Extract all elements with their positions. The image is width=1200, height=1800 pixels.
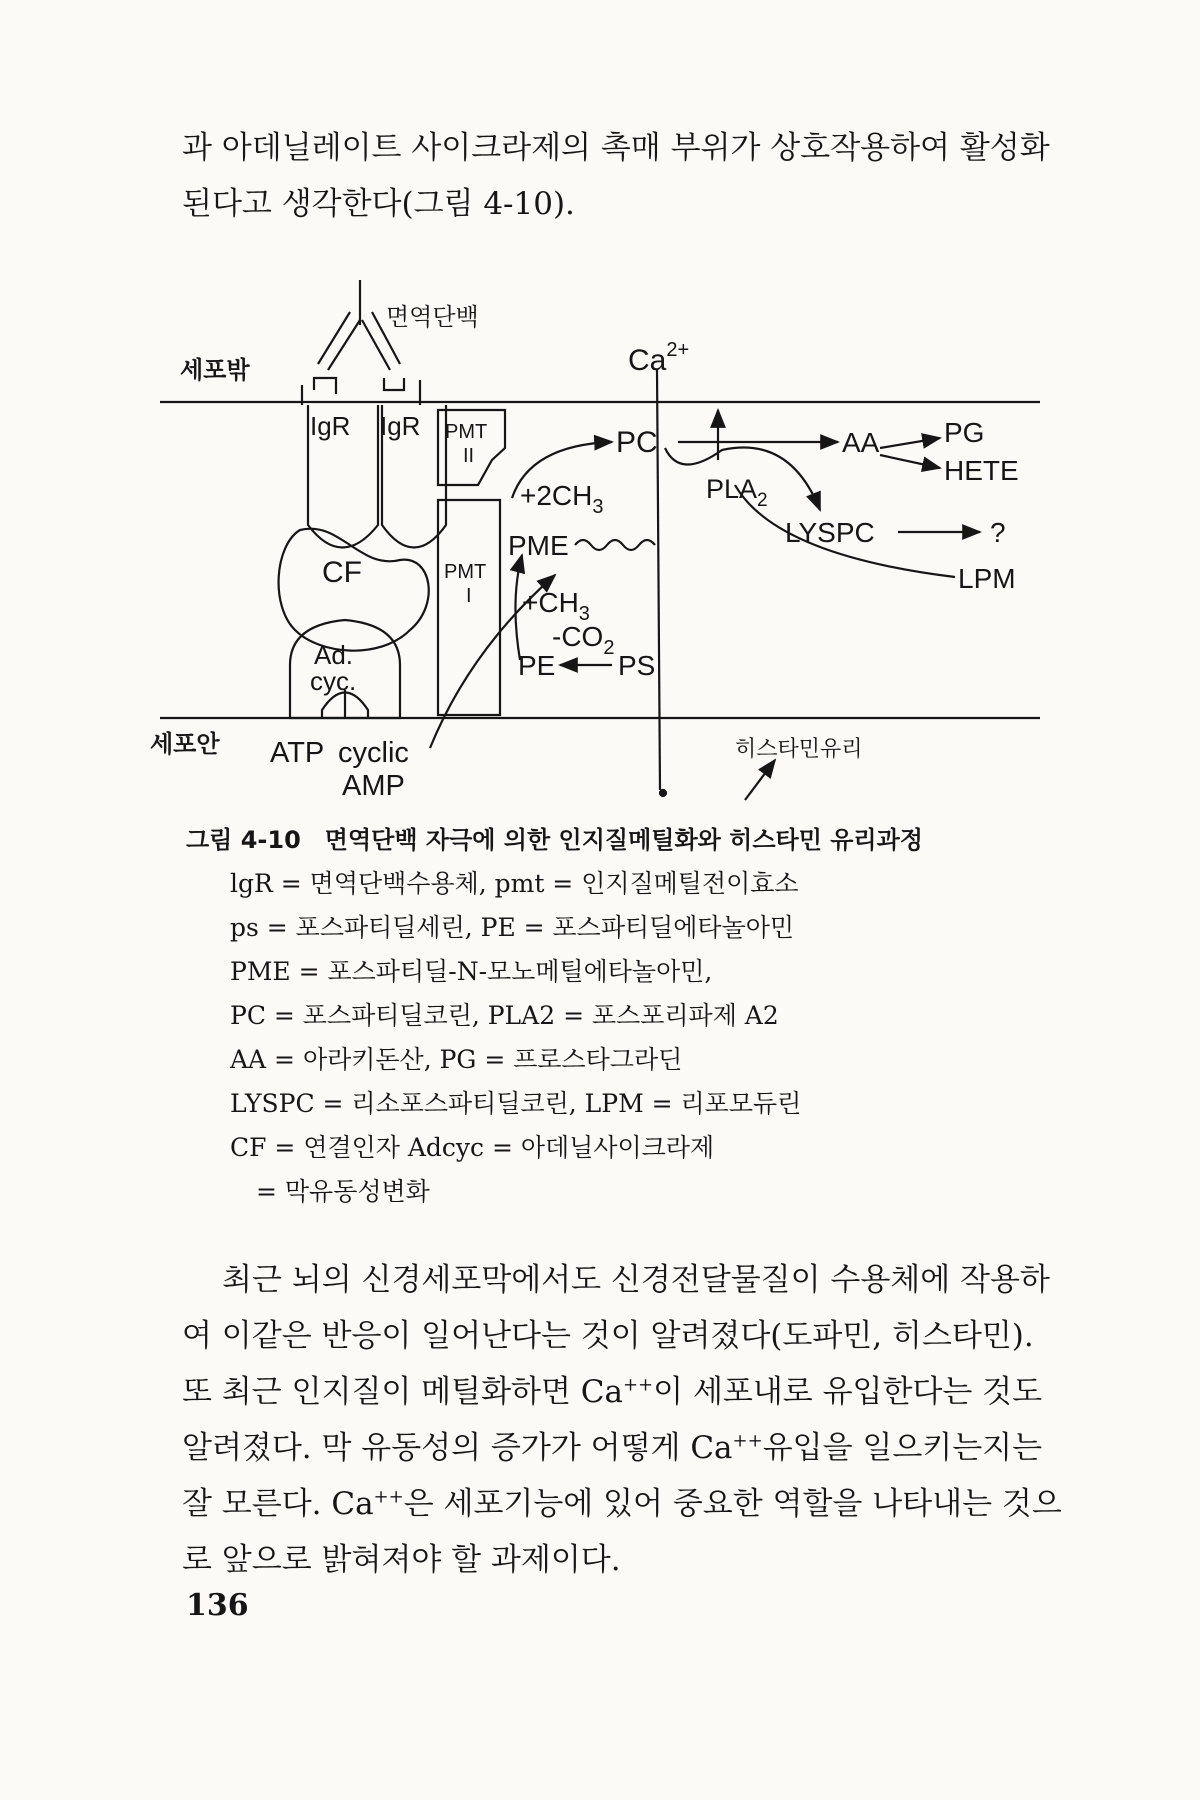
- label-plus-ch3-sub: 3: [578, 603, 590, 625]
- superscript: ++: [373, 1486, 404, 1508]
- antigen-arm-left-inner: [318, 312, 350, 364]
- superscript: ++: [732, 1430, 763, 1452]
- text-line: [182, 1364, 1042, 1420]
- label-pmt1-top: PMT: [444, 561, 487, 583]
- text-segment: 또 최근 인지질이 메틸화하면 Ca: [182, 1374, 623, 1410]
- label-minus-co2-sub: 2: [603, 637, 615, 659]
- arrow-aa-to-pg: [880, 438, 940, 448]
- label-ca-symbol: Ca: [628, 344, 667, 377]
- antigen-arm-left: [328, 320, 360, 370]
- label-pe: PE: [518, 650, 556, 681]
- label-cf: CF: [322, 556, 362, 589]
- ca-dot: [660, 790, 666, 796]
- label-pme: PME: [508, 530, 569, 561]
- text-line: 로 앞으로 밝혀져야 할 과제이다.: [182, 1542, 621, 1578]
- text-line: 과 아데닐레이트 사이크라제의 촉매 부위가 상호작용하여 활성화: [182, 130, 1050, 166]
- label-pla2-sub: 2: [757, 490, 768, 511]
- label-plus-2ch3-base: +2CH: [520, 480, 593, 511]
- label-pmt2-bottom: II: [463, 445, 475, 467]
- caption-number: 그림 4-10: [186, 826, 301, 854]
- label-ca-charge: 2+: [666, 339, 690, 361]
- figure-caption: [186, 818, 1086, 1214]
- label-pla2: [706, 474, 768, 511]
- text-line: 최근 뇌의 신경세포막에서도 신경전달물질이 수용체에 작용하: [222, 1262, 1050, 1298]
- label-inside: 세포안: [150, 730, 220, 758]
- label-pc: PC: [616, 426, 658, 459]
- caption-line: AA = 아라키돈산, PG = 프로스타그라딘: [230, 1045, 683, 1074]
- label-antigen: 면역단백: [386, 303, 479, 331]
- text-segment: 은 세포기능에 있어 중요한 역할을 나타내는 것으: [403, 1486, 1062, 1522]
- label-pmt1-bottom: I: [466, 585, 472, 607]
- label-lpm: LPM: [958, 563, 1016, 594]
- label-ps: PS: [618, 650, 656, 681]
- caption-line: lgR = 면역단백수용체, pmt = 인지질메틸전이효소: [230, 869, 799, 898]
- label-outside: 세포밖: [180, 356, 250, 384]
- arrow-aa-to-hete: [880, 455, 940, 468]
- label-hete: HETE: [944, 455, 1019, 486]
- caption-title: 면역단백 자극에 의한 인지질메틸화와 히스타민 유리과정: [324, 826, 923, 854]
- label-igr-2: IgR: [380, 411, 421, 441]
- text-line: 여 이같은 반응이 일어난다는 것이 알려졌다(도파민, 히스타민).: [182, 1318, 1034, 1354]
- pmt1-shape: [438, 500, 500, 715]
- text-line: [182, 1420, 1042, 1476]
- label-plus-2ch3-sub: 3: [592, 496, 604, 518]
- figure-diagram: [0, 270, 1200, 815]
- label-cyclic: cyclic: [338, 737, 409, 769]
- label-histamine: 히스타민유리: [735, 737, 863, 762]
- caption-line: PME = 포스파티딜-N-모노메틸에타놀아민,: [230, 957, 713, 986]
- page-number: 136: [186, 1588, 249, 1623]
- label-pmt2-top: PMT: [445, 421, 488, 443]
- label-adcyc-top: Ad.: [314, 640, 354, 670]
- label-pla2-base: PLA: [706, 474, 758, 504]
- label-pg: PG: [944, 417, 985, 448]
- label-atp: ATP: [270, 737, 325, 769]
- text-segment: 이 세포내로 유입한다는 것도: [653, 1374, 1043, 1410]
- caption-line: CF = 연결인자 Adcyc = 아데닐사이크라제: [230, 1133, 715, 1162]
- caption-line: LYSPC = 리소포스파티딜코린, LPM = 리포모듀린: [230, 1089, 802, 1118]
- label-question: ?: [990, 517, 1006, 548]
- label-igr-1: IgR: [310, 411, 351, 441]
- text-segment: 유입을 일으키는지는: [762, 1430, 1043, 1466]
- text-segment: 알려졌다. 막 유동성의 증가가 어떻게 Ca: [182, 1430, 733, 1466]
- caption-line: ps = 포스파티딜세린, PE = 포스파티딜에타놀아민: [230, 913, 795, 942]
- caption-title-line: [186, 818, 1086, 862]
- label-minus-co2-base: -CO: [552, 621, 604, 652]
- caption-line: PC = 포스파티딜코린, PLA2 = 포스포리파제 A2: [230, 1001, 779, 1030]
- label-aa: AA: [842, 427, 880, 458]
- superscript: ++: [622, 1374, 654, 1396]
- label-plus-ch3-base: +CH: [522, 587, 579, 618]
- text-line: [182, 1476, 1062, 1532]
- bottom-paragraph: [182, 1252, 1062, 1588]
- label-minus-co2: [552, 621, 614, 659]
- caption-line: = 막유동성변화: [256, 1177, 430, 1206]
- pme-wave: [575, 540, 655, 550]
- text-segment: 잘 모른다. Ca: [182, 1486, 374, 1522]
- arrow-histamine: [745, 760, 775, 800]
- label-plus-ch3: [522, 587, 590, 625]
- top-paragraph: [182, 120, 1050, 232]
- label-ca: [628, 339, 689, 377]
- label-lyspc: LYSPC: [785, 517, 875, 548]
- label-amp: AMP: [342, 770, 405, 802]
- text-line: 된다고 생각한다(그림 4-10).: [182, 186, 575, 222]
- label-adcyc-bottom: cyc.: [310, 666, 357, 696]
- label-plus-2ch3: [520, 480, 604, 518]
